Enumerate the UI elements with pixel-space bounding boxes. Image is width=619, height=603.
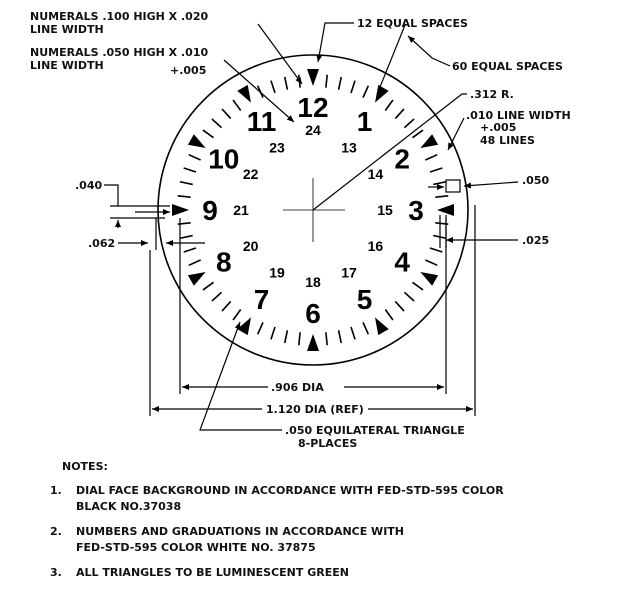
graduation-tick bbox=[222, 301, 231, 311]
graduation-tick bbox=[271, 81, 275, 93]
inner-numeral: 14 bbox=[367, 166, 384, 182]
equal-60-label: 60 EQUAL SPACES bbox=[452, 60, 563, 73]
center-crosshair bbox=[283, 178, 345, 242]
inner-numeral: 24 bbox=[305, 122, 321, 138]
graduation-tick bbox=[404, 119, 414, 128]
note-item bbox=[50, 524, 610, 556]
numerals-050-label-1: NUMERALS .050 HIGH X .010 bbox=[30, 46, 209, 59]
graduation-tick bbox=[363, 86, 368, 98]
graduation-tick bbox=[212, 292, 222, 301]
dim-040-label: .040 bbox=[75, 179, 103, 192]
graduation-tick bbox=[385, 100, 393, 111]
hour-numeral: 11 bbox=[246, 105, 277, 137]
graduation-tick bbox=[395, 109, 404, 119]
graduation-tick bbox=[326, 75, 327, 88]
inner-numeral: 22 bbox=[242, 166, 259, 182]
inner-numeral: 19 bbox=[269, 264, 285, 281]
graduation-tick bbox=[425, 155, 437, 160]
triangle-marker bbox=[188, 272, 206, 286]
line-width-leader bbox=[448, 118, 464, 150]
graduation-tick bbox=[385, 310, 393, 321]
graduation-tick bbox=[339, 77, 342, 90]
graduation-tick bbox=[189, 260, 201, 265]
hour-numeral: 7 bbox=[253, 284, 270, 316]
graduation-tick bbox=[285, 77, 288, 90]
graduation-tick bbox=[184, 248, 196, 252]
dim-050-box bbox=[446, 180, 460, 192]
notes-list bbox=[50, 483, 610, 581]
triangle-label-1: .050 EQUILATERAL TRIANGLE bbox=[285, 424, 465, 437]
inner-numeral: 13 bbox=[341, 139, 357, 156]
graduation-tick bbox=[189, 155, 201, 160]
inner-numeral: 15 bbox=[377, 202, 393, 218]
triangle-marker bbox=[420, 272, 438, 286]
graduation-tick bbox=[395, 301, 404, 311]
line-width-label-2: +.005 bbox=[480, 121, 517, 134]
graduation-tick bbox=[233, 310, 241, 321]
triangle-marker bbox=[375, 317, 389, 335]
triangle-marker bbox=[188, 134, 206, 148]
dim-050-label: .050 bbox=[522, 174, 550, 187]
hour-numeral: 10 bbox=[208, 143, 240, 175]
dim-050-leader bbox=[464, 182, 518, 186]
numerals-100-label-1: NUMERALS .100 HIGH X .020 bbox=[30, 10, 209, 23]
graduation-tick bbox=[351, 327, 355, 339]
graduation-tick bbox=[433, 182, 446, 185]
graduation-tick bbox=[212, 119, 222, 128]
triangle-marker bbox=[375, 85, 389, 103]
inner-numeral: 21 bbox=[233, 202, 249, 218]
inner-numeral: 16 bbox=[367, 238, 384, 254]
note-text: NUMBERS AND GRADUATIONS IN ACCORDANCE WITH FED-STD-595 COLOR WHITE NO. 37875 bbox=[76, 525, 404, 554]
graduation-tick bbox=[180, 182, 193, 185]
dim-040-leader bbox=[104, 185, 118, 206]
graduation-tick bbox=[363, 322, 368, 334]
hour-numeral: 9 bbox=[202, 195, 218, 226]
graduation-tick bbox=[285, 330, 288, 343]
equal-12-label: 12 EQUAL SPACES bbox=[357, 17, 468, 30]
triangle-label-2: 8-PLACES bbox=[298, 437, 358, 450]
notes-block bbox=[50, 460, 610, 590]
triangle-marker bbox=[437, 204, 454, 216]
graduation-tick bbox=[233, 100, 241, 111]
line-width-label-1: .010 LINE WIDTH bbox=[466, 109, 571, 122]
notes-title: NOTES: bbox=[62, 460, 108, 473]
triangle-marker bbox=[172, 204, 189, 216]
graduation-tick bbox=[351, 81, 355, 93]
line-width-label-3: 48 LINES bbox=[480, 134, 535, 147]
numerals-100-leader bbox=[258, 24, 302, 84]
graduation-tick bbox=[178, 196, 191, 197]
note-number: 3. bbox=[50, 566, 62, 579]
numerals-050-label-2: LINE WIDTH bbox=[30, 59, 104, 72]
note-text: DIAL FACE BACKGROUND IN ACCORDANCE WITH FED-STD-595 COLOR BLACK NO.37038 bbox=[76, 484, 504, 513]
note-item bbox=[50, 565, 610, 581]
dia-906-label: .906 DIA bbox=[271, 381, 324, 394]
equal-60-leader bbox=[408, 36, 450, 66]
note-text: ALL TRIANGLES TO BE LUMINESCENT GREEN bbox=[76, 566, 349, 579]
graduation-tick bbox=[413, 282, 424, 290]
triangle-marker bbox=[307, 334, 319, 351]
graduation-tick bbox=[299, 332, 300, 345]
graduation-tick bbox=[222, 109, 231, 119]
dim-062-label: .062 bbox=[88, 237, 116, 250]
graduation-tick bbox=[430, 168, 442, 172]
hour-numeral: 3 bbox=[408, 195, 424, 226]
inner-numeral: 17 bbox=[341, 264, 357, 281]
radius-leader bbox=[313, 94, 467, 210]
inner-numeral: 20 bbox=[242, 238, 259, 254]
graduation-tick bbox=[203, 130, 214, 138]
numerals-100-label-2: LINE WIDTH bbox=[30, 23, 104, 36]
graduation-tick bbox=[339, 330, 342, 343]
note-item bbox=[50, 483, 610, 515]
triangle-marker bbox=[420, 134, 438, 148]
graduation-tick bbox=[180, 236, 193, 239]
note-number: 2. bbox=[50, 525, 62, 538]
radius-label: .312 R. bbox=[470, 88, 514, 101]
inner-numeral: 18 bbox=[305, 274, 321, 290]
hour-numeral: 2 bbox=[394, 143, 410, 175]
graduation-tick bbox=[271, 327, 275, 339]
graduation-tick bbox=[430, 248, 442, 252]
hour-numeral: 4 bbox=[394, 246, 410, 278]
hour-numeral: 6 bbox=[305, 298, 321, 329]
graduation-tick bbox=[203, 282, 214, 290]
inner-numeral: 23 bbox=[269, 139, 285, 156]
dim-025-label: .025 bbox=[522, 234, 550, 247]
hour-numeral: 1 bbox=[356, 105, 373, 137]
triangle-marker bbox=[307, 69, 319, 86]
hour-numeral: 12 bbox=[297, 92, 329, 123]
note-number: 1. bbox=[50, 484, 62, 497]
graduation-tick bbox=[326, 332, 327, 345]
hour-numeral: 5 bbox=[356, 284, 373, 316]
triangle-marker bbox=[237, 317, 251, 335]
numerals-050-label-3: +.005 bbox=[170, 64, 207, 77]
graduation-tick bbox=[404, 292, 414, 301]
graduation-tick bbox=[435, 196, 448, 197]
graduation-tick bbox=[425, 260, 437, 265]
dia-1120-label: 1.120 DIA (REF) bbox=[266, 403, 364, 416]
triangle-marker bbox=[237, 85, 251, 103]
graduation-tick bbox=[258, 322, 263, 334]
graduation-tick bbox=[184, 168, 196, 172]
hour-numeral: 8 bbox=[216, 246, 232, 278]
